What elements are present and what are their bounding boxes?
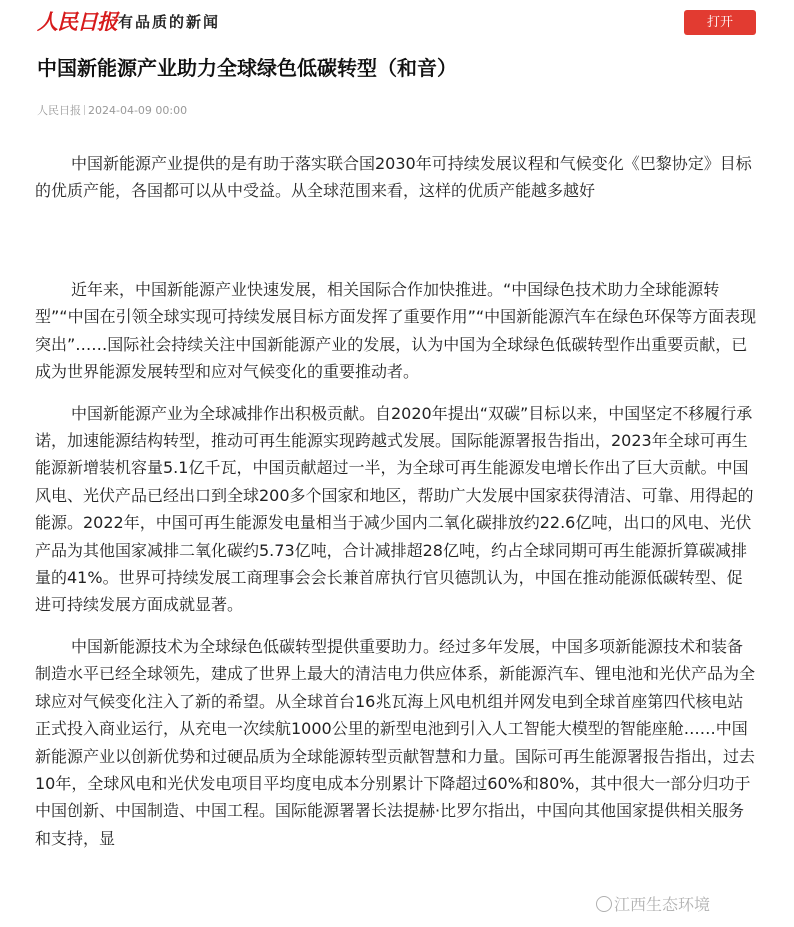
article-paragraph: 中国新能源产业为全球减排作出积极贡献。自2020年提出“双碳”目标以来，中国坚定不移履行承诺，加速能源结构转型，推动可再生能源实现跨越式发展。国际能源署报告指出，2023年全球可再生能源新增装机容量5.1亿千瓦，中国贡献超过一半，为全球可再生能源发电增长作出了巨大贡献。中国风电、光伏产品已经出口到全球200多个国家和地区，帮助广大发展中国家获得清洁、可靠、用得起的能源。2022年，中国可再生能源发电量相当于减少国内二氧化碳排放约22.6亿吨，出口的风电、光伏产品为其他国家减排二氧化碳约5.73亿吨，合计减排超28亿吨，约占全球同期可再生能源折算碳减排量的41%。世界可持续发展工商理事会会长兼首席执行官贝德凯认为，中国在推动能源低碳转型、促进可持续发展方面成就显著。 bbox=[35, 403, 754, 615]
header-slogan: 有品质的新闻 bbox=[118, 13, 221, 31]
article-title: 中国新能源产业助力全球绿色低碳转型（和音） bbox=[37, 56, 457, 80]
article-paragraph: 中国新能源技术为全球绿色低碳转型提供重要助力。经过多年发展，中国多项新能源技术和装备制造水平已经全球领先，建成了世界上最大的清洁电力供应体系，新能源汽车、锂电池和光伏产品为全球应对气候变化注入了新的希望。从全球首台16兆瓦海上风电机组并网发电到全球首座第四代核电站正式投入商业运行，从充电一次续航1000公里的新型电池到引入人工智能大模型的智能座舱……中国新能源产业以创新优势和过硬品质为全球能源转型贡献智慧和力量。国际可再生能源署报告指出，过去10年，全球风电和光伏发电项目平均度电成本分别累计下降超过60%和80%，其中很大一部分归功于中国创新、中国制造、中国工程。国际能源署署长法提赫·比罗尔指出，中国向其他国家提供相关服务和支持，显 bbox=[35, 636, 756, 848]
watermark bbox=[596, 894, 710, 916]
watermark-icon bbox=[596, 896, 612, 912]
paragraph-1-clip bbox=[35, 150, 757, 213]
top-bar bbox=[0, 0, 794, 44]
article-date: 2024-04-09 00:00 bbox=[88, 104, 188, 117]
meta-divider bbox=[84, 105, 85, 115]
paragraph-spacer bbox=[35, 213, 757, 276]
people-daily-logo[interactable]: 人民日报 bbox=[37, 9, 117, 34]
article-paragraph: 中国新能源产业提供的是有助于落实联合国2030年可持续发展议程和气候变化《巴黎协定》目标的优质产能，各国都可以从中受益。从全球范围来看，这样的优质产能越多越好 bbox=[35, 154, 752, 201]
article-meta bbox=[37, 103, 187, 119]
paragraph-spacer bbox=[35, 619, 757, 633]
article-source: 人民日报 bbox=[37, 104, 81, 117]
paragraph-spacer bbox=[35, 386, 757, 400]
article-body bbox=[35, 150, 757, 852]
watermark-text: 江西生态环境 bbox=[614, 895, 711, 914]
article-paragraph: 近年来，中国新能源产业快速发展，相关国际合作加快推进。“中国绿色技术助力全球能源转型”“中国在引领全球实现可持续发展目标方面发挥了重要作用”“中国新能源汽车在绿色环保等方面表现突出”……国际社会持续关注中国新能源产业的发展，认为中国为全球绿色低碳转型作出重要贡献，已成为世界能源发展转型和应对气候变化的重要推动者。 bbox=[35, 280, 757, 382]
open-app-button[interactable]: 打开 bbox=[684, 10, 756, 35]
